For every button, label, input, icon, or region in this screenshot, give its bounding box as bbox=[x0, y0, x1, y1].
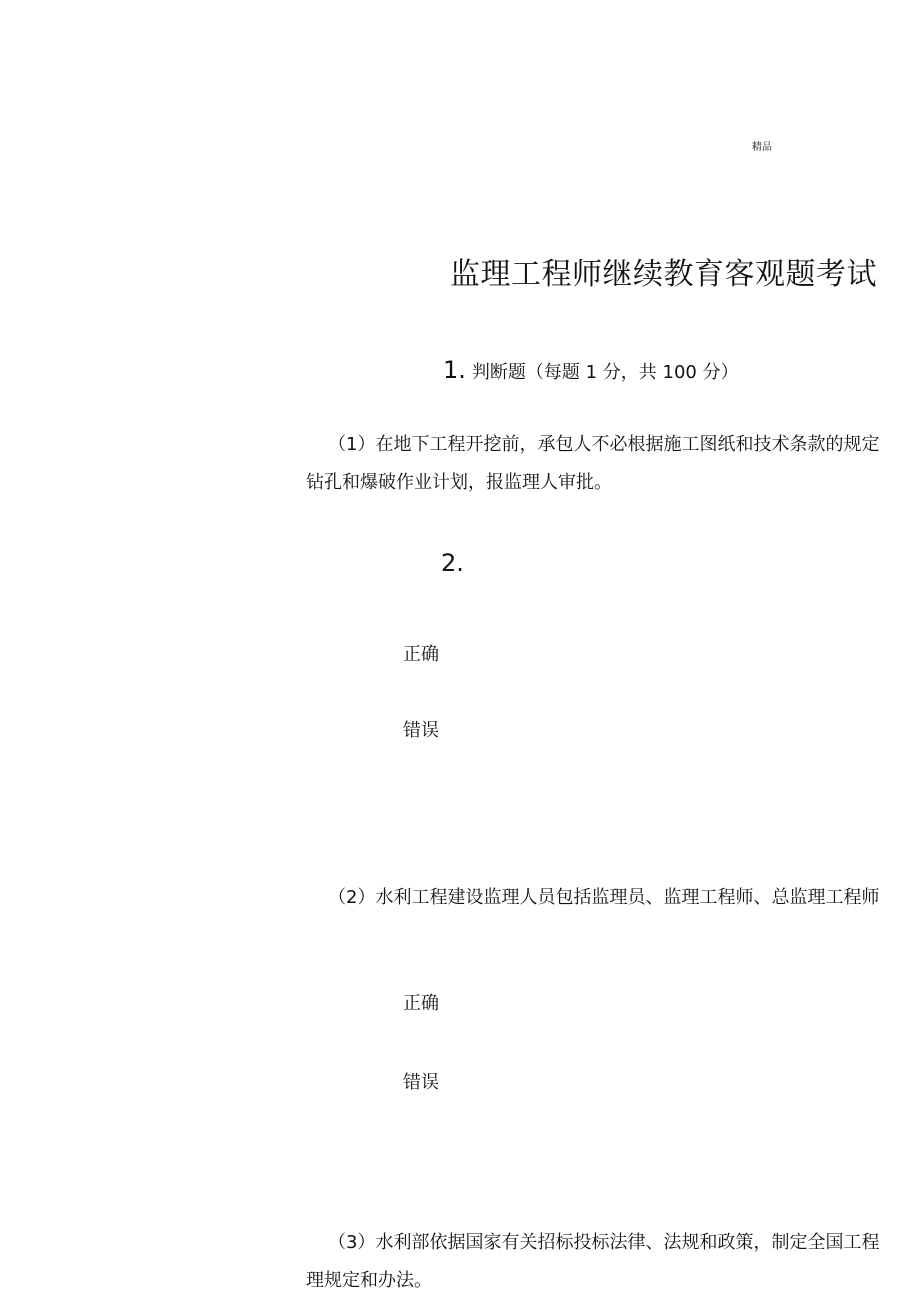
section-text: 判断题（每题 1 分，共 100 分） bbox=[471, 362, 739, 383]
header-mark: 精品 bbox=[752, 142, 772, 153]
item-number: 2. bbox=[441, 549, 464, 577]
question-1 bbox=[306, 426, 879, 502]
question-3-line-2: 理规定和办法。 bbox=[306, 1270, 432, 1291]
section-number: 1. bbox=[443, 356, 466, 384]
question-3-line-1: （3）水利部依据国家有关招标投标法律、法规和政策，制定全国工程 bbox=[328, 1232, 880, 1253]
question-2 bbox=[328, 879, 879, 917]
question-2-option-correct[interactable]: 正确 bbox=[403, 993, 439, 1014]
question-1-line-2: 钻孔和爆破作业计划，报监理人审批。 bbox=[306, 472, 612, 493]
question-2-line-1: （2）水利工程建设监理人员包括监理员、监理工程师、总监理工程师 bbox=[328, 887, 880, 908]
document-title: 监理工程师继续教育客观题考试 bbox=[450, 257, 877, 292]
question-1-option-wrong[interactable]: 错误 bbox=[403, 720, 439, 741]
section-heading bbox=[443, 356, 739, 387]
question-3 bbox=[306, 1224, 879, 1300]
question-1-option-correct[interactable]: 正确 bbox=[403, 644, 439, 665]
question-1-line-1: （1）在地下工程开挖前，承包人不必根据施工图纸和技术条款的规定 bbox=[328, 434, 880, 455]
question-2-option-wrong[interactable]: 错误 bbox=[403, 1072, 439, 1093]
